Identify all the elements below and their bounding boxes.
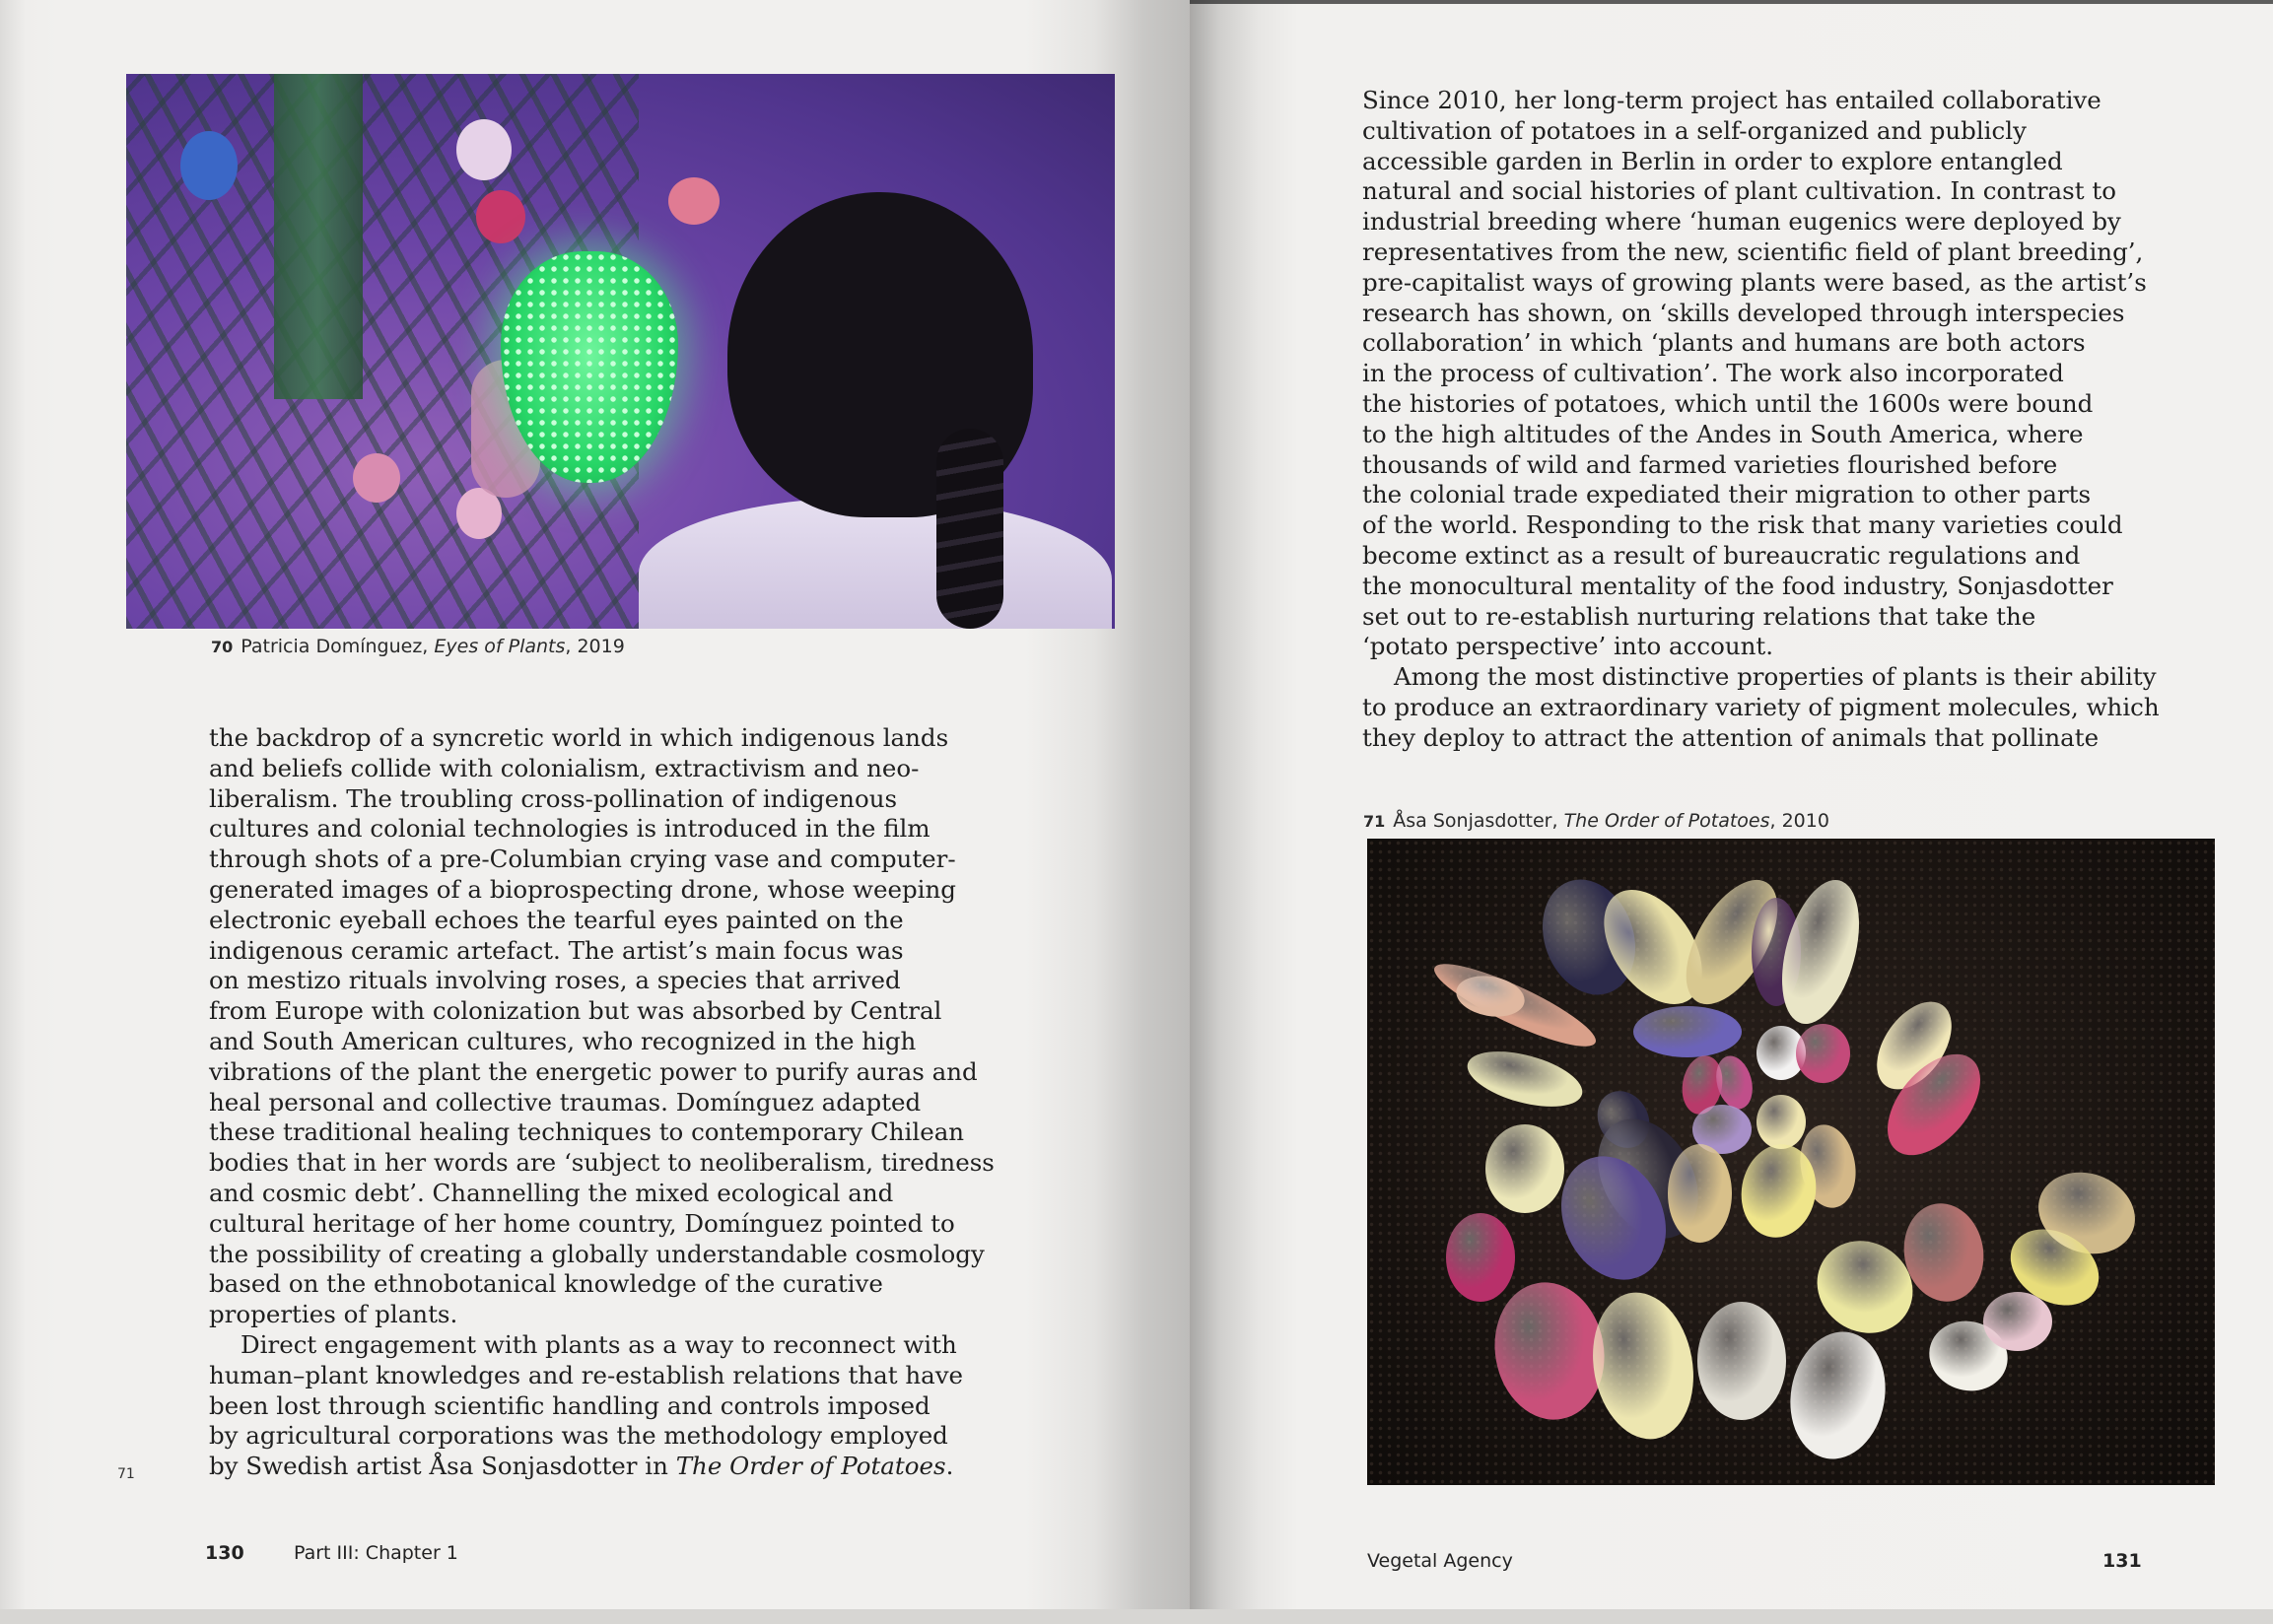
figure-70-caption: 70 Patricia Domínguez, Eyes of Plants, 2019 bbox=[211, 636, 625, 657]
text-line: the possibility of creating a globally understandable cosmology bbox=[209, 1239, 985, 1268]
figure-number: 70 bbox=[211, 638, 234, 656]
text-line: through shots of a pre-Columbian crying vase and computer- bbox=[209, 845, 956, 874]
potato bbox=[1668, 1144, 1732, 1243]
text-line: set out to re-establish nurturing relations that take the bbox=[1362, 601, 2036, 631]
text-line: natural and social histories of plant cultivation. In contrast to bbox=[1362, 176, 2116, 206]
potato bbox=[1446, 1213, 1515, 1302]
text-line: to produce an extraordinary variety of pigment molecules, which bbox=[1362, 692, 2160, 721]
text-line: human–plant knowledges and re-establish relations that have bbox=[209, 1360, 964, 1389]
potato bbox=[1697, 1302, 1786, 1420]
text-line: from Europe with colonization but was absorbed by Central bbox=[209, 996, 942, 1026]
text-line: thousands of wild and farmed varieties flourished before bbox=[1362, 449, 2058, 479]
figure-70-photo bbox=[126, 74, 1115, 629]
figure-71-caption: 71 Åsa Sonjasdotter, The Order of Potatoes, 2010 bbox=[1363, 810, 1829, 832]
text-line: bodies that in her words are ‘subject to neoliberalism, tiredness bbox=[209, 1148, 995, 1178]
page-number-left: 130 bbox=[205, 1542, 244, 1564]
text-line: by agricultural corporations was the methodology employed bbox=[209, 1421, 948, 1451]
text-line: Since 2010, her long-term project has entailed collaborative bbox=[1362, 86, 2101, 114]
text-line: become extinct as a result of bureaucratic regulations and bbox=[1362, 540, 2081, 570]
potato bbox=[1756, 1095, 1806, 1149]
text-line: the backdrop of a syncretic world in which indigenous lands bbox=[209, 723, 949, 752]
figure-braid bbox=[936, 429, 1003, 629]
page-number-right: 131 bbox=[2102, 1550, 2142, 1572]
artwork-title: The Order of Potatoes bbox=[675, 1452, 946, 1481]
potato bbox=[1983, 1292, 2052, 1351]
text-line: and beliefs collide with colonialism, extractivism and neo- bbox=[209, 753, 920, 782]
right-body-text bbox=[1362, 86, 2170, 754]
rose bbox=[456, 119, 512, 180]
text-line: collaboration’ in which ‘plants and humans are both actors bbox=[1362, 328, 2086, 358]
rose bbox=[353, 453, 400, 503]
text-line: electronic eyeball echoes the tearful eyes painted on the bbox=[209, 905, 904, 934]
figure-71-photo bbox=[1367, 839, 2215, 1485]
text-line: on mestizo rituals involving roses, a species that arrived bbox=[209, 966, 901, 995]
potato bbox=[1796, 1024, 1850, 1083]
plant-stem bbox=[274, 74, 363, 399]
text-line: Among the most distinctive properties of plants is their ability bbox=[1394, 662, 2157, 692]
potato bbox=[1485, 1124, 1564, 1213]
text-line: Direct engagement with plants as a way to reconnect with bbox=[241, 1329, 957, 1359]
text-line: these traditional healing techniques to contemporary Chilean bbox=[209, 1117, 965, 1147]
text-line: and cosmic debt’. Channelling the mixed ecological and bbox=[209, 1178, 894, 1207]
text-line: heal personal and collective traumas. Domínguez adapted bbox=[209, 1087, 922, 1116]
text-line: properties of plants. bbox=[209, 1300, 458, 1329]
text-line: cultural heritage of her home country, Domínguez pointed to bbox=[209, 1208, 955, 1238]
text-line: by Swedish artist Åsa Sonjasdotter in The Order of Potatoes. bbox=[209, 1452, 954, 1481]
running-head-left: Part III: Chapter 1 bbox=[294, 1542, 458, 1564]
left-body-text bbox=[209, 723, 998, 1482]
text-line: to the high altitudes of the Andes in South America, where bbox=[1362, 419, 2084, 448]
text-line: cultures and colonial technologies is introduced in the film bbox=[209, 814, 930, 844]
text-line: representatives from the new, scientific field of plant breeding’, bbox=[1362, 237, 2144, 266]
text-line: pre-capitalist ways of growing plants were based, as the artist’s bbox=[1362, 267, 2147, 297]
text-line: liberalism. The troubling cross-pollination of indigenous bbox=[209, 783, 898, 813]
text-line: been lost through scientific handling and controls imposed bbox=[209, 1390, 930, 1420]
text-line: based on the ethnobotanical knowledge of the curative bbox=[209, 1269, 883, 1299]
potato bbox=[1633, 1006, 1742, 1057]
text-line: vibrations of the plant the energetic power to purify auras and bbox=[209, 1056, 978, 1086]
text-line: they deploy to attract the attention of animals that pollinate bbox=[1362, 722, 2100, 752]
margin-figure-ref: 71 bbox=[117, 1466, 135, 1482]
text-line: cultivation of potatoes in a self-organized and publicly bbox=[1362, 115, 2027, 145]
text-line: indigenous ceramic artefact. The artist’s main focus was bbox=[209, 935, 904, 965]
text-line: accessible garden in Berlin in order to explore entangled bbox=[1362, 146, 2063, 175]
rose bbox=[668, 177, 720, 225]
text-line: in the process of cultivation’. The work also incorporated bbox=[1362, 359, 2064, 388]
text-line: the histories of potatoes, which until the 1600s were bound bbox=[1362, 388, 2094, 418]
figure-number: 71 bbox=[1363, 812, 1386, 831]
rose bbox=[476, 190, 525, 243]
running-head-right: Vegetal Agency bbox=[1367, 1550, 1513, 1572]
text-line: industrial breeding where ‘human eugenics were deployed by bbox=[1362, 207, 2121, 237]
text-line: ‘potato perspective’ into account. bbox=[1362, 632, 1774, 661]
text-line: generated images of a bioprospecting drone, whose weeping bbox=[209, 874, 956, 904]
text-line: and South American cultures, who recognized in the high bbox=[209, 1026, 917, 1055]
text-line: of the world. Responding to the risk that many varieties could bbox=[1362, 510, 2123, 540]
text-line: research has shown, on ‘skills developed through interspecies bbox=[1362, 298, 2125, 327]
rose bbox=[180, 131, 238, 200]
text-line: the monocultural mentality of the food industry, Sonjasdotter bbox=[1362, 571, 2113, 600]
text-line: the colonial trade expediated their migration to other parts bbox=[1362, 480, 2092, 509]
